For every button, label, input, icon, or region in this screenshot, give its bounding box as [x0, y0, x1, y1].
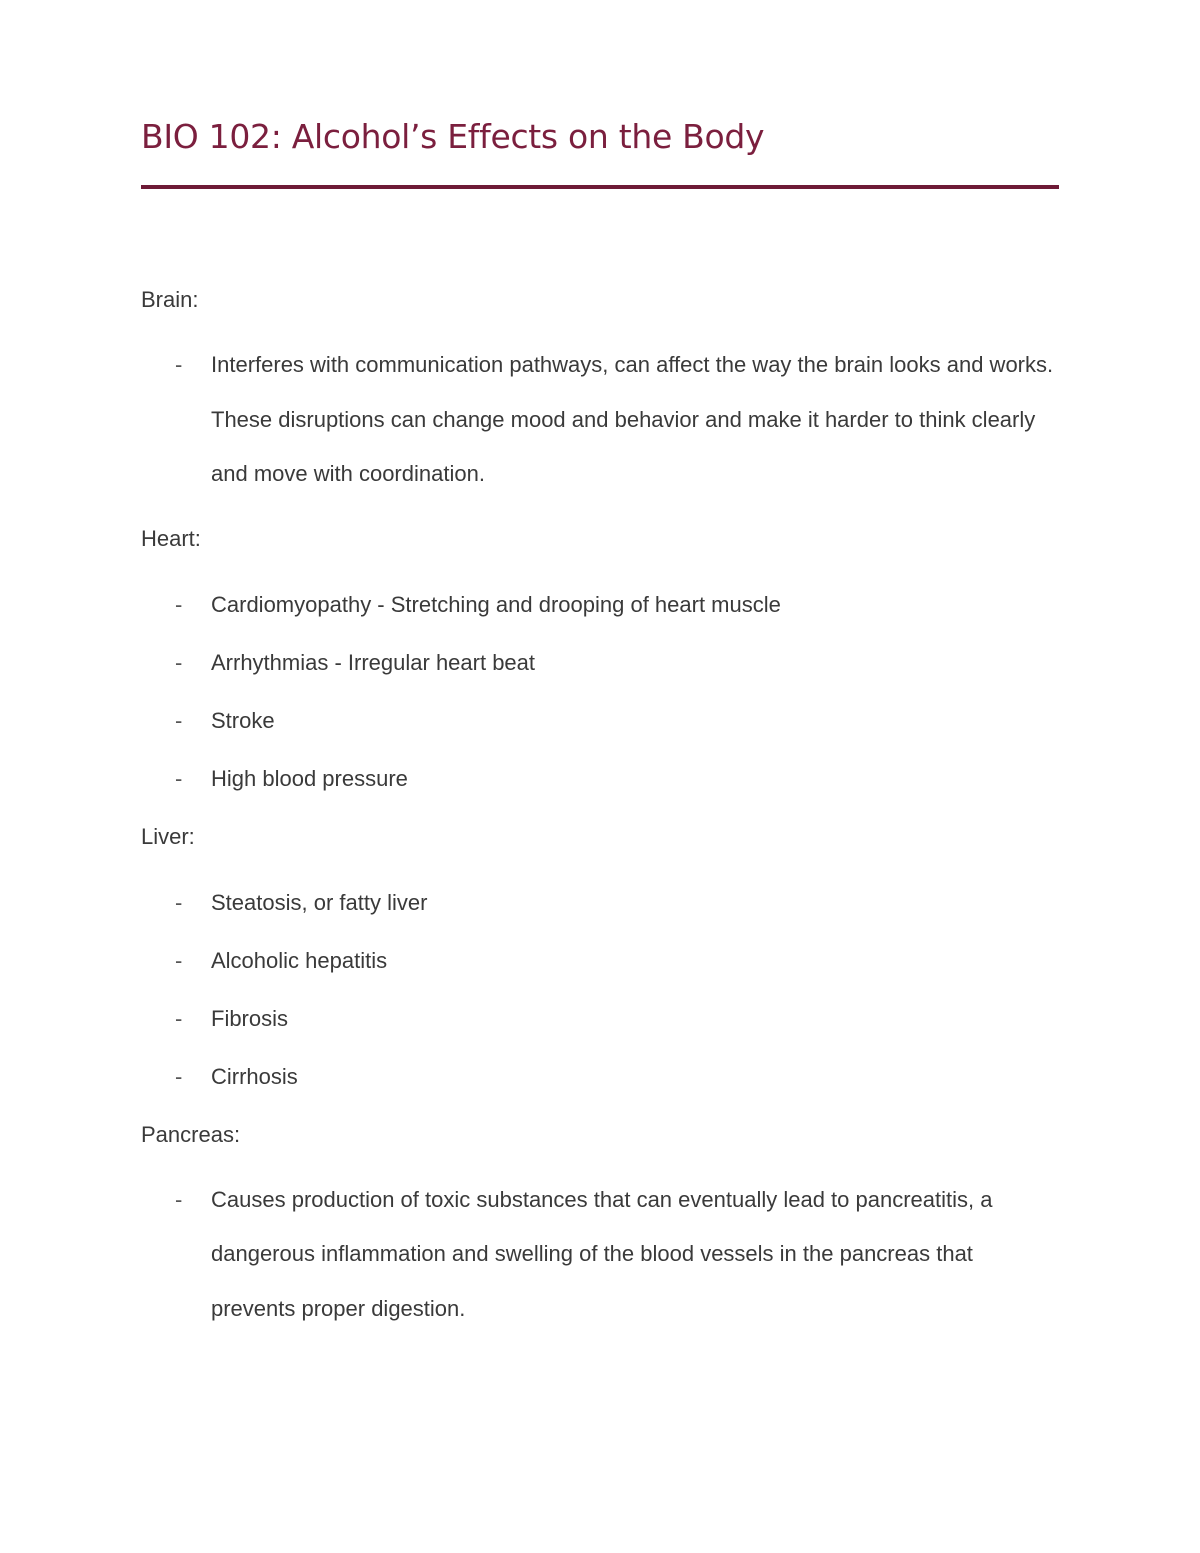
list-item-text: Stroke [211, 707, 275, 733]
dash-bullet: - [175, 352, 183, 377]
dash-bullet: - [175, 591, 183, 617]
title-underline-rule [141, 185, 1059, 189]
dash-bullet: - [175, 649, 183, 675]
list-item-text: Fibrosis [211, 1005, 289, 1031]
section-liver [141, 820, 1059, 1093]
dash-bullet: - [175, 889, 183, 915]
dash-bullet: - [175, 947, 183, 973]
list-item-text: Arrhythmias - Irregular heart beat [211, 649, 536, 675]
list-item-text: High blood pressure [211, 765, 408, 791]
dash-bullet: - [175, 1005, 183, 1031]
section-pancreas [141, 1118, 1059, 1337]
dash-bullet: - [175, 1186, 183, 1212]
page-title: BIO 102: Alcohol’s Effects on the Body [141, 117, 765, 156]
list-item [141, 762, 1059, 795]
document-body [141, 283, 1059, 1356]
list-item [141, 944, 1059, 977]
dash-bullet: - [175, 707, 183, 733]
list-item [141, 588, 1059, 621]
list-item [141, 1002, 1059, 1035]
list-item-text: Causes production of toxic substances that can eventually lead to pancreatitis, a dangerous inflammation and swelling of the blood vessels in the pancreas that prevents proper digestion. [211, 1186, 993, 1321]
dash-bullet: - [175, 765, 183, 791]
list-item-text: Cardiomyopathy - Stretching and drooping of heart muscle [211, 591, 781, 617]
list-item [141, 338, 1059, 502]
list-item-text: Cirrhosis [211, 1063, 298, 1089]
list-item-text: Interferes with communication pathways, can affect the way the brain looks and works. These disruptions can change mood and behavior and make it harder to think clearly and move with coordination. [211, 352, 1054, 486]
dash-bullet: - [175, 1063, 183, 1089]
list-item [141, 886, 1059, 919]
list-item [141, 1060, 1059, 1093]
section-heart [141, 522, 1059, 795]
section-brain [141, 283, 1059, 502]
section-heading: Brain: [141, 287, 199, 312]
list-item [141, 1173, 1059, 1337]
list-item [141, 646, 1059, 679]
section-heading: Pancreas: [141, 1121, 241, 1147]
section-heading: Heart: [141, 525, 201, 551]
section-heading: Liver: [141, 823, 195, 849]
list-item-text: Steatosis, or fatty liver [211, 889, 428, 915]
list-item-text: Alcoholic hepatitis [211, 947, 388, 973]
list-item [141, 704, 1059, 737]
